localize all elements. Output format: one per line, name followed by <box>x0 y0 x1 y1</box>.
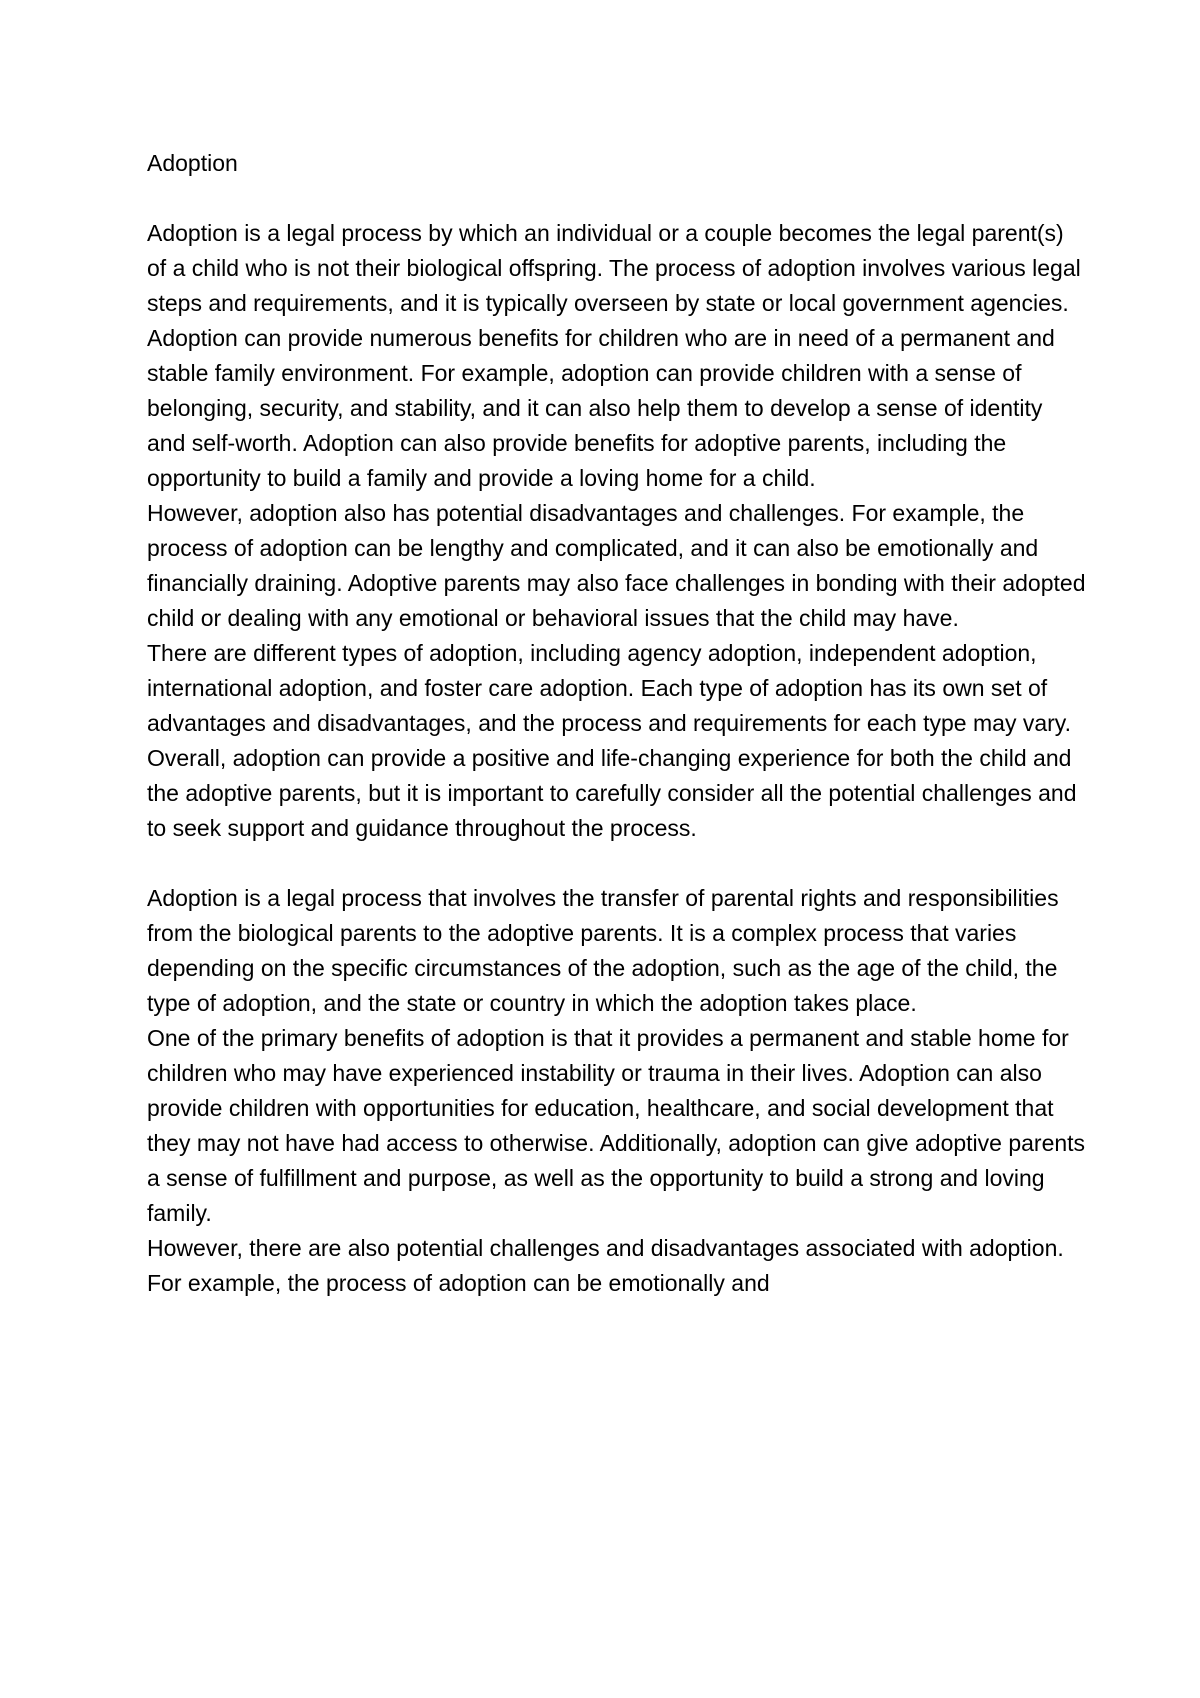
paragraph: There are different types of adoption, including agency adoption, independent adoption, international adoption, and foster care adoption. Each type of adoption has its own set of advantages and disadvantages, and the process and requirements for each type may vary. <box>147 640 1071 736</box>
paragraph: However, there are also potential challenges and disadvantages associated with adoption. For example, the process of adoption can be emotionally and <box>147 1235 1064 1296</box>
paragraph: Adoption can provide numerous benefits for children who are in need of a permanent and stable family environment. For example, adoption can provide children with a sense of belonging, security, and stability, and it can also help them to develop a sense of identity and self-worth. Adoption can also provide benefits for adoptive parents, including the opportunity to build a family and provide a loving home for a child. <box>147 325 1055 491</box>
paragraph: Adoption is a legal process by which an individual or a couple becomes the legal parent(s) of a child who is not their biological offspring. The process of adoption involves various legal steps and requirements, and it is typically overseen by state or local government agencies. <box>147 220 1081 316</box>
paragraph: One of the primary benefits of adoption is that it provides a permanent and stable home for children who may have experienced instability or trauma in their lives. Adoption can also provide children with opportunities for education, healthcare, and social development that they may not have had access to otherwise. Additionally, adoption can give adoptive parents a sense of fulfillment and purpose, as well as the opportunity to build a strong and loving family. <box>147 1025 1086 1226</box>
document-body <box>147 146 1087 1301</box>
paragraph: Overall, adoption can provide a positive and life-changing experience for both the child and the adoptive parents, but it is important to carefully consider all the potential challenges and to seek support and guidance throughout the process. <box>147 745 1077 841</box>
paragraph-spacer <box>147 846 1087 881</box>
document-title: Adoption <box>147 150 238 176</box>
paragraph: Adoption is a legal process that involves the transfer of parental rights and responsibilities from the biological parents to the adoptive parents. It is a complex process that varies depending on the specific circumstances of the adoption, such as the age of the child, the type of adoption, and the state or country in which the adoption takes place. <box>147 885 1059 1016</box>
paragraph: However, adoption also has potential disadvantages and challenges. For example, the process of adoption can be lengthy and complicated, and it can also be emotionally and financially draining. Adoptive parents may also face challenges in bonding with their adopted child or dealing with any emotional or behavioral issues that the child may have. <box>147 500 1086 631</box>
